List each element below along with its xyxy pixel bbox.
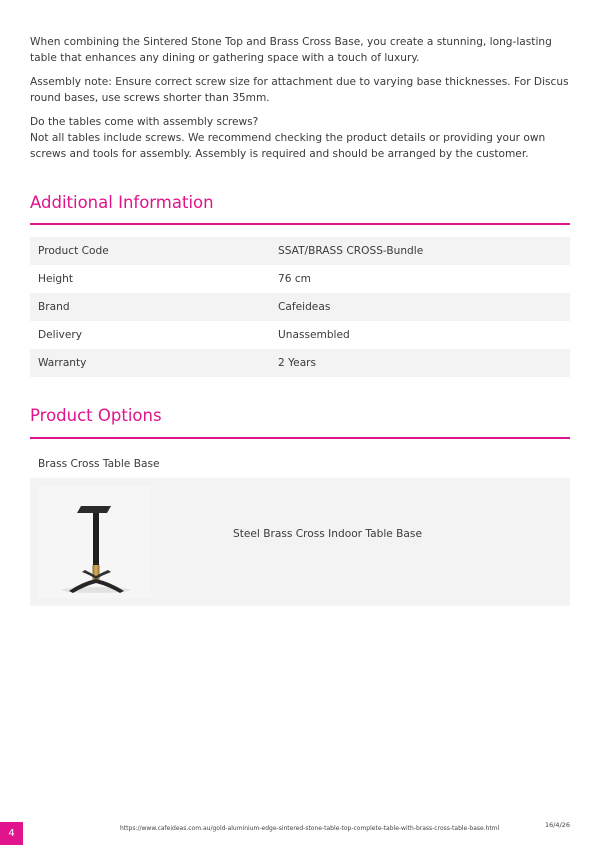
additional-information-rule	[30, 223, 570, 225]
additional-information-table	[30, 237, 570, 377]
row-label: Brand	[38, 301, 70, 313]
assembly-note: Assembly note: Ensure correct screw size for attachment due to varying base thicknesses. For Discus round bases, use screws shorter than 35mm.	[30, 76, 569, 104]
print-date: 16/4/26	[544, 821, 570, 829]
product-options-heading: Product Options	[30, 406, 162, 425]
additional-information-heading: Additional Information	[30, 193, 214, 212]
faq-answer: Not all tables include screws. We recommend checking the product details or providing your own screws and tools for assembly. Assembly is required and should be arranged by the customer.	[30, 132, 546, 160]
intro-text	[30, 34, 575, 170]
table-base-illustration	[38, 486, 151, 598]
product-options-rule	[30, 437, 570, 439]
row-value: Unassembled	[278, 329, 350, 341]
row-value: 76 cm	[278, 273, 311, 285]
row-value: Cafeideas	[278, 301, 331, 313]
row-value: 2 Years	[278, 357, 317, 369]
row-label: Delivery	[38, 329, 82, 341]
table-row-height	[30, 265, 570, 293]
row-label: Warranty	[38, 357, 87, 369]
page-number: 4	[0, 822, 23, 845]
table-base-image	[38, 486, 151, 598]
table-row-delivery	[30, 321, 570, 349]
row-label: Height	[38, 273, 74, 285]
option-group-label: Brass Cross Table Base	[38, 458, 160, 470]
table-row-warranty	[30, 349, 570, 377]
intro-paragraph: When combining the Sintered Stone Top and Brass Cross Base, you create a stunning, long-lasting table that enhances any dining or gathering space with a touch of luxury.	[30, 36, 552, 64]
option-title[interactable]: Steel Brass Cross Indoor Table Base	[233, 528, 422, 540]
table-row-product-code	[30, 237, 570, 265]
row-label: Product Code	[38, 245, 109, 257]
product-option-card[interactable]	[30, 478, 570, 606]
row-value: SSAT/BRASS CROSS-Bundle	[278, 245, 424, 257]
source-url[interactable]: https://www.cafeideas.com.au/gold-aluminium-edge-sintered-stone-table-top-complete-table-with-brass-cross-table-base.html	[120, 825, 500, 832]
table-row-brand	[30, 293, 570, 321]
faq-question: Do the tables come with assembly screws?	[30, 116, 259, 128]
